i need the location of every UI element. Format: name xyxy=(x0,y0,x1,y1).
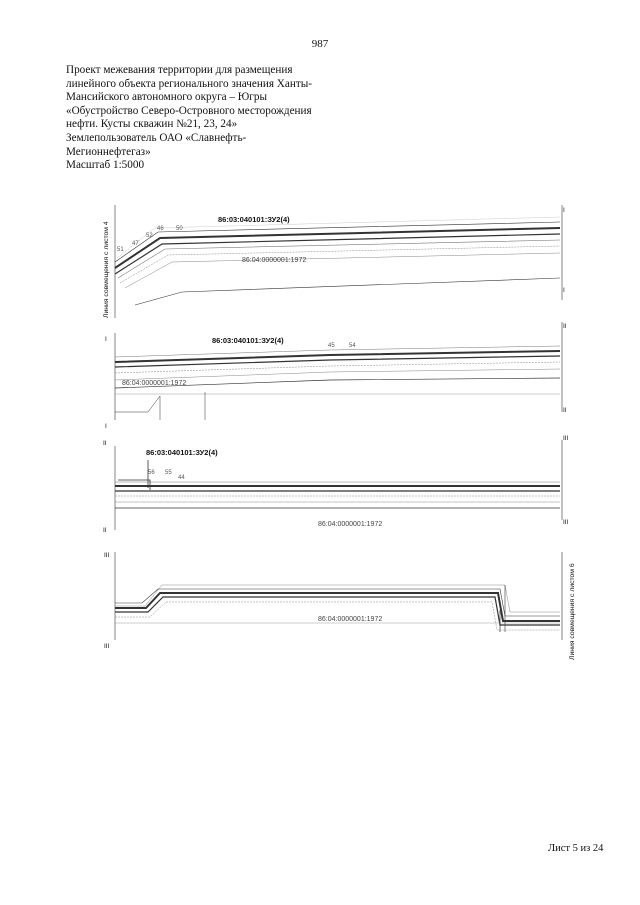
match-mark-II: II xyxy=(103,440,107,447)
match-mark-III: III xyxy=(563,435,569,442)
point-label: 54 xyxy=(349,343,356,349)
panel-2 xyxy=(115,322,562,420)
point-label: 52 xyxy=(146,233,153,239)
scale-line: Масштаб 1:5000 xyxy=(66,159,145,172)
match-mark-I: I xyxy=(563,207,565,214)
point-label: 51 xyxy=(117,247,124,253)
link-line-left: Линия совмещения с листом 4 xyxy=(103,221,110,318)
match-mark-I: I xyxy=(105,336,107,343)
heading-line: Мансийского автономного округа – Югры xyxy=(66,91,268,104)
heading-line: Землепользователь ОАО «Славнефть- xyxy=(66,131,247,144)
parcel-code-label: 86:04:0000001:1972 xyxy=(242,257,307,264)
heading-line: «Обустройство Северо-Островного месторождения xyxy=(66,104,312,117)
panel-1 xyxy=(115,205,562,318)
point-label: 44 xyxy=(178,475,185,481)
point-label: 55 xyxy=(165,470,172,476)
point-label: 56 xyxy=(148,470,155,476)
match-mark-II: II xyxy=(563,323,567,330)
point-label: 46 xyxy=(157,226,164,232)
parcel-code-label: 86:04:0000001:1972 xyxy=(318,521,383,528)
point-label: 45 xyxy=(328,343,335,349)
plot-code-label: 86:03:040101:ЗУ2(4) xyxy=(218,215,290,224)
heading-line: Мегионнефтегаз» xyxy=(66,145,151,158)
heading-line: нефти. Кусты скважин №21, 23, 24» xyxy=(66,118,238,131)
match-mark-III: III xyxy=(563,519,569,526)
plot-code-label: 86:03:040101:ЗУ2(4) xyxy=(212,336,284,345)
heading-line: линейного объекта регионального значения Ханты- xyxy=(66,77,312,90)
parcel-code-label: 86:04:0000001:1972 xyxy=(122,380,187,387)
point-label: 47 xyxy=(132,241,139,247)
page-number: 987 xyxy=(311,38,329,50)
plot-code-label: 86:03:040101:ЗУ2(4) xyxy=(146,448,218,457)
match-mark-I: I xyxy=(105,423,107,430)
match-mark-III: III xyxy=(104,643,110,650)
match-mark-III: III xyxy=(104,552,110,559)
match-mark-I: I xyxy=(563,287,565,294)
point-label: 50 xyxy=(176,226,183,232)
link-line-right: Линия совмещения с листом 6 xyxy=(569,563,576,660)
sheet-counter: Лист 5 из 24 xyxy=(548,843,604,854)
panel-4 xyxy=(115,552,562,640)
heading-line: Проект межевания территории для размещения xyxy=(66,64,293,76)
match-mark-II: II xyxy=(103,527,107,534)
match-mark-II: II xyxy=(563,407,567,414)
parcel-code-label: 86:04:0000001:1972 xyxy=(318,616,383,623)
